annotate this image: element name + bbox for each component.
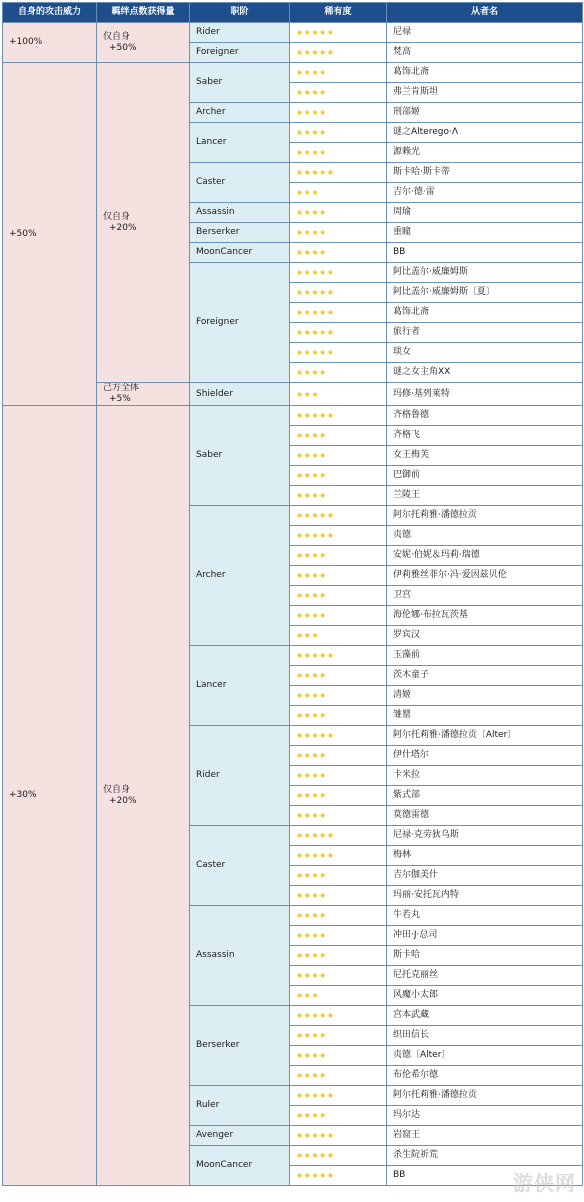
- rarity-stars: ★★★★★: [290, 1006, 387, 1026]
- rarity-stars: ★★★★: [290, 1026, 387, 1046]
- bond-value: +20%: [109, 222, 137, 233]
- servant-name: 伊什塔尔: [387, 746, 583, 766]
- servant-name: 杀生院祈荒: [387, 1146, 583, 1166]
- rarity-stars: ★★★★: [290, 1046, 387, 1066]
- class-cell: Caster: [190, 826, 290, 906]
- watermark-logo: 游侠网: [513, 1171, 576, 1195]
- class-cell: MoonCancer: [190, 1146, 290, 1186]
- rarity-stars: ★★★★: [290, 686, 387, 706]
- servant-name: 清姬: [387, 686, 583, 706]
- rarity-stars: ★★★★★: [290, 526, 387, 546]
- servant-bonus-table-container: [2, 2, 582, 1200]
- rarity-stars: ★★★★★: [290, 846, 387, 866]
- rarity-stars: ★★★★★: [290, 1126, 387, 1146]
- class-cell: Assassin: [190, 203, 290, 223]
- servant-name: 斯卡哈: [387, 946, 583, 966]
- rarity-stars: ★★★★: [290, 946, 387, 966]
- rarity-stars: ★★★★: [290, 746, 387, 766]
- rarity-stars: ★★★★: [290, 866, 387, 886]
- attack-bonus-cell: +50%: [3, 63, 97, 406]
- servant-name: 卡米拉: [387, 766, 583, 786]
- servant-name: 斯卡哈·斯卡蒂: [387, 163, 583, 183]
- rarity-stars: ★★★★: [290, 486, 387, 506]
- bond-value: +20%: [109, 795, 137, 806]
- servant-name: 吉尔伽美什: [387, 866, 583, 886]
- class-cell: Shielder: [190, 383, 290, 406]
- servant-name: 阿尔托莉雅·潘德拉贡: [387, 1086, 583, 1106]
- bond-scope: 仅自身: [103, 784, 131, 795]
- rarity-stars: ★★★★: [290, 143, 387, 163]
- bond-bonus-cell: [97, 383, 190, 406]
- bond-value: +5%: [109, 394, 131, 404]
- class-cell: Berserker: [190, 223, 290, 243]
- rarity-stars: ★★★★: [290, 766, 387, 786]
- servant-name: 兰陵王: [387, 486, 583, 506]
- servant-name: 风魔小太郎: [387, 986, 583, 1006]
- rarity-stars: ★★★★: [290, 63, 387, 83]
- header-row: [3, 3, 583, 23]
- servant-name: 齐格鲁德: [387, 406, 583, 426]
- rarity-stars: ★★★★: [290, 363, 387, 383]
- servant-name: 葛饰北斋: [387, 303, 583, 323]
- header-class: 职阶: [190, 3, 290, 23]
- rarity-stars: ★★★★★: [290, 826, 387, 846]
- rarity-stars: ★★★: [290, 183, 387, 203]
- servant-name: 谜之女主角XX: [387, 363, 583, 383]
- class-cell: Saber: [190, 63, 290, 103]
- servant-name: 雏罂: [387, 706, 583, 726]
- table-row: [3, 23, 583, 43]
- class-cell: Rider: [190, 23, 290, 43]
- bond-value: +50%: [109, 42, 137, 53]
- servant-name: BB: [387, 243, 583, 263]
- servant-name: 宫本武藏: [387, 1006, 583, 1026]
- rarity-stars: ★★★★: [290, 123, 387, 143]
- servant-name: 齐格飞: [387, 426, 583, 446]
- class-cell: Lancer: [190, 123, 290, 163]
- rarity-stars: ★★★★★: [290, 283, 387, 303]
- class-cell: Archer: [190, 103, 290, 123]
- servant-name: 罗宾汉: [387, 626, 583, 646]
- header-servant-name: 从者名: [387, 3, 583, 23]
- servant-name: 吉尔·德·雷: [387, 183, 583, 203]
- rarity-stars: ★★★★: [290, 1066, 387, 1086]
- rarity-stars: ★★★★: [290, 966, 387, 986]
- servant-name: 伊莉雅丝菲尔·冯·爱因兹贝伦: [387, 566, 583, 586]
- table-row: [3, 406, 583, 426]
- servant-name: 旅行者: [387, 323, 583, 343]
- servant-name: 尼托克丽丝: [387, 966, 583, 986]
- class-cell: Foreigner: [190, 43, 290, 63]
- rarity-stars: ★★★★: [290, 203, 387, 223]
- bond-bonus-cell: [97, 23, 190, 63]
- rarity-stars: ★★★★: [290, 83, 387, 103]
- rarity-stars: ★★★★★: [290, 646, 387, 666]
- servant-name: 冲田·J·总司: [387, 926, 583, 946]
- rarity-stars: ★★★★: [290, 886, 387, 906]
- bond-bonus-cell: [97, 406, 190, 1186]
- class-cell: Lancer: [190, 646, 290, 726]
- rarity-stars: ★★★★: [290, 806, 387, 826]
- class-cell: Assassin: [190, 906, 290, 1006]
- servant-name: 玉藻前: [387, 646, 583, 666]
- header-attack-power: 自身的攻击威力: [3, 3, 97, 23]
- table-row: [3, 63, 583, 83]
- rarity-stars: ★★★★★: [290, 263, 387, 283]
- servant-name: 周瑜: [387, 203, 583, 223]
- servant-name: 布伦希尔德: [387, 1066, 583, 1086]
- servant-name: 梵高: [387, 43, 583, 63]
- servant-bonus-table: [2, 2, 583, 1186]
- class-cell: MoonCancer: [190, 243, 290, 263]
- servant-name: 尼禄: [387, 23, 583, 43]
- rarity-stars: ★★★: [290, 383, 387, 406]
- rarity-stars: ★★★★: [290, 1106, 387, 1126]
- bond-scope: 仅自身: [103, 31, 131, 42]
- rarity-stars: ★★★★: [290, 546, 387, 566]
- servant-name: 紫式部: [387, 786, 583, 806]
- rarity-stars: ★★★★: [290, 426, 387, 446]
- servant-name: 莫德雷德: [387, 806, 583, 826]
- rarity-stars: ★★★★★: [290, 406, 387, 426]
- servant-name: 茨木童子: [387, 666, 583, 686]
- rarity-stars: ★★★: [290, 986, 387, 1006]
- servant-name: 尼禄·克劳狄乌斯: [387, 826, 583, 846]
- servant-name: 贞德〔Alter〕: [387, 1046, 583, 1066]
- servant-name: 弗兰肯斯坦: [387, 83, 583, 103]
- rarity-stars: ★★★: [290, 626, 387, 646]
- table-body: [3, 23, 583, 1186]
- servant-name: 织田信长: [387, 1026, 583, 1046]
- class-cell: Saber: [190, 406, 290, 506]
- rarity-stars: ★★★★★: [290, 343, 387, 363]
- header-rarity: 稀有度: [290, 3, 387, 23]
- rarity-stars: ★★★★: [290, 706, 387, 726]
- rarity-stars: ★★★★: [290, 243, 387, 263]
- bond-scope: 仅自身: [103, 211, 131, 222]
- attack-bonus-cell: +100%: [3, 23, 97, 63]
- rarity-stars: ★★★★: [290, 586, 387, 606]
- rarity-stars: ★★★★: [290, 223, 387, 243]
- rarity-stars: ★★★★★: [290, 323, 387, 343]
- rarity-stars: ★★★★★: [290, 1166, 387, 1186]
- servant-name: 玛修·基列莱特: [387, 383, 583, 406]
- class-cell: Archer: [190, 506, 290, 646]
- servant-name: 重瞳: [387, 223, 583, 243]
- servant-name: BB: [387, 1166, 583, 1186]
- servant-name: 阿尔托莉雅·潘德拉贡: [387, 506, 583, 526]
- servant-name: 玛尔达: [387, 1106, 583, 1126]
- rarity-stars: ★★★★★: [290, 506, 387, 526]
- rarity-stars: ★★★★: [290, 566, 387, 586]
- servant-name: 卫宫: [387, 586, 583, 606]
- bond-bonus-cell: [97, 63, 190, 383]
- servant-name: 阿比盖尔·威廉姆斯〔夏〕: [387, 283, 583, 303]
- servant-name: 牛若丸: [387, 906, 583, 926]
- rarity-stars: ★★★★: [290, 906, 387, 926]
- class-cell: Ruler: [190, 1086, 290, 1126]
- servant-name: 葛饰北斋: [387, 63, 583, 83]
- servant-name: 琰女: [387, 343, 583, 363]
- header-bond-points: 羁绊点数获得量: [97, 3, 190, 23]
- servant-name: 梅林: [387, 846, 583, 866]
- rarity-stars: ★★★★★: [290, 1086, 387, 1106]
- class-cell: Rider: [190, 726, 290, 826]
- rarity-stars: ★★★★★: [290, 1146, 387, 1166]
- servant-name: 女王梅芙: [387, 446, 583, 466]
- rarity-stars: ★★★★: [290, 446, 387, 466]
- servant-name: 安妮·伯妮＆玛莉·瑞德: [387, 546, 583, 566]
- rarity-stars: ★★★★★: [290, 23, 387, 43]
- rarity-stars: ★★★★★: [290, 43, 387, 63]
- class-cell: Avenger: [190, 1126, 290, 1146]
- rarity-stars: ★★★★★: [290, 163, 387, 183]
- class-cell: Caster: [190, 163, 290, 203]
- class-cell: Berserker: [190, 1006, 290, 1086]
- rarity-stars: ★★★★: [290, 606, 387, 626]
- servant-name: 谜之Alterego·Λ: [387, 123, 583, 143]
- servant-name: 源赖光: [387, 143, 583, 163]
- servant-name: 巴御前: [387, 466, 583, 486]
- rarity-stars: ★★★★: [290, 786, 387, 806]
- servant-name: 贞德: [387, 526, 583, 546]
- attack-bonus-cell: +30%: [3, 406, 97, 1186]
- rarity-stars: ★★★★★: [290, 726, 387, 746]
- rarity-stars: ★★★★: [290, 926, 387, 946]
- servant-name: 刑部姬: [387, 103, 583, 123]
- servant-name: 玛丽·安托瓦内特: [387, 886, 583, 906]
- rarity-stars: ★★★★★: [290, 303, 387, 323]
- rarity-stars: ★★★★: [290, 103, 387, 123]
- servant-name: 海伦娜·布拉瓦茨基: [387, 606, 583, 626]
- servant-name: 阿尔托莉雅·潘德拉贡〔Alter〕: [387, 726, 583, 746]
- rarity-stars: ★★★★: [290, 466, 387, 486]
- bond-scope: 己方全体: [103, 383, 140, 393]
- class-cell: Foreigner: [190, 263, 290, 383]
- servant-name: 岩窟王: [387, 1126, 583, 1146]
- rarity-stars: ★★★★: [290, 666, 387, 686]
- servant-name: 阿比盖尔·威廉姆斯: [387, 263, 583, 283]
